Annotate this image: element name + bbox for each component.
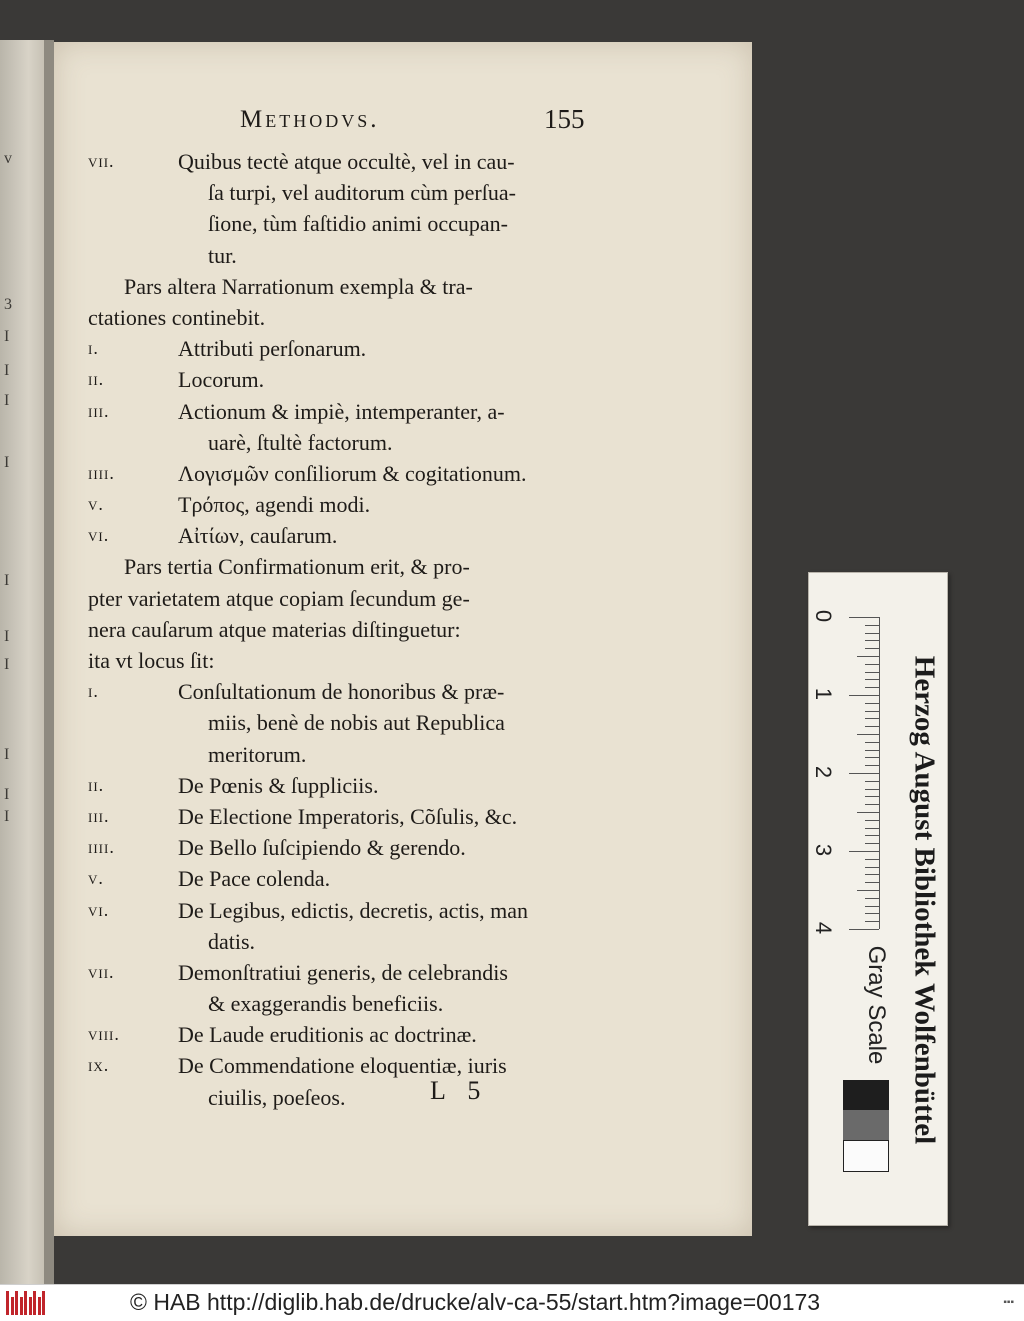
ruler-number: 4 [811,921,837,935]
text-line [88,489,608,520]
item-numeral: ix. [88,1055,110,1076]
item-numeral: ii. [88,369,105,390]
text-line [88,957,608,988]
text-block [88,146,608,1113]
logo-bar [11,1297,14,1315]
text-line [88,364,608,395]
line-text: De Pœnis & ſuppliciis. [178,772,379,798]
prev-page-mark: I [4,786,10,803]
line-text: De Legibus, edictis, decretis, actis, man [178,897,529,923]
ruler-tick [849,851,879,852]
item-numeral: i. [88,338,99,359]
line-text: nera cauſarum atque materias diſtinguetur: [88,616,461,642]
text-line [88,551,608,582]
ruler-tick [865,898,879,899]
text-line [88,1082,608,1113]
gutter-shadow [44,40,54,1290]
prev-page-mark: v [4,150,12,167]
prev-page-mark: I [4,656,10,673]
item-numeral: v. [88,494,104,515]
signature-mark: L 5 [430,1076,489,1105]
item-numeral: iiii. [88,462,115,483]
ruler-number: 0 [811,609,837,623]
ruler-tick [865,882,879,883]
footer-url-text[interactable]: © HAB http://diglib.hab.de/drucke/alv-ca-55/start.htm?image=00173 [130,1289,821,1315]
line-text: & exaggerandis beneficiis. [208,991,444,1017]
line-text: De Commendatione eloquentiæ, iuris [178,1053,507,1079]
text-line [88,895,608,926]
ruler-institution [896,570,952,1230]
item-numeral: i. [88,681,99,702]
text-line [88,707,608,738]
text-line [88,302,608,333]
ruler-tick [865,906,879,907]
line-text: De Electione Imperatoris, Cõſulis, &c. [178,803,518,829]
line-text: De Bello ſuſcipiendo & gerendo. [178,835,466,861]
ruler-tick [865,625,879,626]
ruler-tick [857,812,879,813]
line-text: Pars altera Narrationum exempla & tra- [124,273,473,299]
ruler-tick [857,890,879,891]
text-line [88,583,608,614]
line-text: Λογισμῶν conſiliorum & cogitationum. [178,460,527,486]
text-line [88,926,608,957]
prev-page-mark: I [4,808,10,825]
line-text: Pars tertia Confirmationum erit, & pro- [124,554,470,580]
line-text: Demonſtratiui generis, de celebrandis [178,959,508,985]
line-text: Conſultationum de honoribus & præ- [178,679,505,705]
line-text: Actionum & impiè, intemperanter, a- [178,398,505,424]
ruler-tick [865,843,879,844]
line-text: meritorum. [208,741,307,767]
book-page [54,42,752,1236]
line-text: Αἰτίων, cauſarum. [178,523,338,549]
prev-page-mark: I [4,572,10,589]
ruler-tick [865,672,879,673]
text-line [88,1050,608,1081]
ruler-line [879,617,880,929]
item-numeral: vii. [88,961,115,982]
gray-swatch-white [843,1140,889,1172]
ruler-tick [865,874,879,875]
ruler-tick [857,656,879,657]
ruler-institution-text: Herzog August Bibliothek Wolfenbüttel [908,655,941,1145]
item-numeral: ii. [88,774,105,795]
ruler-tick [865,913,879,914]
logo-bar [38,1297,41,1315]
ruler-tick [865,867,879,868]
text-line [88,739,608,770]
ruler-tick [865,828,879,829]
ruler-tick [865,648,879,649]
text-line [88,427,608,458]
ruler-number: 3 [811,843,837,857]
line-text: miis, benè de nobis aut Republica [208,710,505,736]
line-text: ctationes continebit. [88,304,266,330]
line-text: Locorum. [178,367,265,393]
ruler-tick [865,765,879,766]
prev-page-mark: I [4,746,10,763]
gray-swatch-black [843,1080,889,1110]
line-text: pter varietatem atque copiam ſecundum ge- [88,585,470,611]
line-text: De Pace colenda. [178,866,331,892]
ruler-tick [849,929,879,930]
line-text: tur. [208,242,237,268]
item-numeral: vi. [88,899,110,920]
ruler-tick [857,734,879,735]
item-numeral: vi. [88,525,110,546]
text-line [88,614,608,645]
text-line [88,208,608,239]
ruler-tick [865,835,879,836]
running-title: Methodvs. [240,106,380,133]
text-line [88,396,608,427]
logo-bar [6,1291,9,1315]
logo-bar [29,1297,32,1315]
line-text: Quibus tectè atque occultè, vel in cau- [178,149,515,174]
text-line [88,146,608,177]
line-text: ciuilis, poeſeos. [208,1084,346,1110]
ruler-tick [849,773,879,774]
prev-page-mark: I [4,454,10,471]
hab-logo-icon [6,1291,46,1315]
logo-bar [15,1291,18,1315]
ruler-tick [865,804,879,805]
logo-bar [20,1297,23,1315]
ruler-scale-label [856,940,896,1070]
footer-right-mark: ▪▪▪ [1003,1297,1014,1308]
text-line [88,458,608,489]
ruler-scale-text: Gray Scale [863,945,890,1065]
ruler-tick [865,742,879,743]
ruler-tick [865,711,879,712]
line-text: ſa turpi, vel auditorum cùm perſua- [208,180,516,206]
ruler-number: 2 [811,765,837,779]
text-line [88,676,608,707]
prev-page-mark: I [4,362,10,379]
text-line [88,770,608,801]
ruler-tick [865,781,879,782]
text-line [88,801,608,832]
line-text: De Laude eruditionis ac doctrinæ. [178,1022,477,1048]
text-line [88,832,608,863]
line-text: Attributi perſonarum. [178,336,367,362]
ruler-tick [865,664,879,665]
logo-bar [42,1291,45,1315]
item-numeral: v. [88,868,104,889]
footer-bar [0,1284,1024,1321]
line-text: ſione, tùm faſtidio animi occupan- [208,211,508,237]
ruler-tick [865,789,879,790]
text-line [88,271,608,302]
text-line [88,988,608,1019]
ruler-tick [865,687,879,688]
gray-swatch-mid [843,1110,889,1140]
ruler-tick [849,617,879,618]
ruler-tick [865,640,879,641]
prev-page-mark: I [4,392,10,409]
prev-page-mark: I [4,328,10,345]
text-line [88,645,608,676]
logo-bar [33,1291,36,1315]
ruler-tick [865,859,879,860]
item-numeral: vii. [88,151,115,171]
text-line [88,863,608,894]
ruler-tick [865,921,879,922]
text-line [88,240,608,271]
ruler-tick [865,718,879,719]
ruler-tick [865,796,879,797]
ruler-tick [865,679,879,680]
text-line [88,520,608,551]
item-numeral: viii. [88,1024,120,1045]
ruler-number: 1 [811,687,837,701]
line-text: ita vt locus ſit: [88,648,215,673]
ruler-tick [865,633,879,634]
prev-page-mark: I [4,628,10,645]
item-numeral: iii. [88,805,110,826]
item-numeral: iii. [88,400,110,421]
text-line [88,177,608,208]
prev-page-mark: 3 [4,296,12,313]
ruler-tick [849,695,879,696]
item-numeral: iiii. [88,837,115,858]
line-text: Τρόπος, agendi modi. [178,492,371,518]
page-number: 155 [544,104,585,134]
ruler-tick [865,750,879,751]
text-line [88,333,608,364]
line-text: datis. [208,928,256,954]
ruler-tick [865,757,879,758]
logo-bar [24,1291,27,1315]
previous-page-marks [0,0,44,1284]
line-text: uarè, ſtultè factorum. [208,429,393,455]
text-line [88,1019,608,1050]
ruler-tick [865,820,879,821]
ruler-tick [865,703,879,704]
ruler-tick [865,726,879,727]
